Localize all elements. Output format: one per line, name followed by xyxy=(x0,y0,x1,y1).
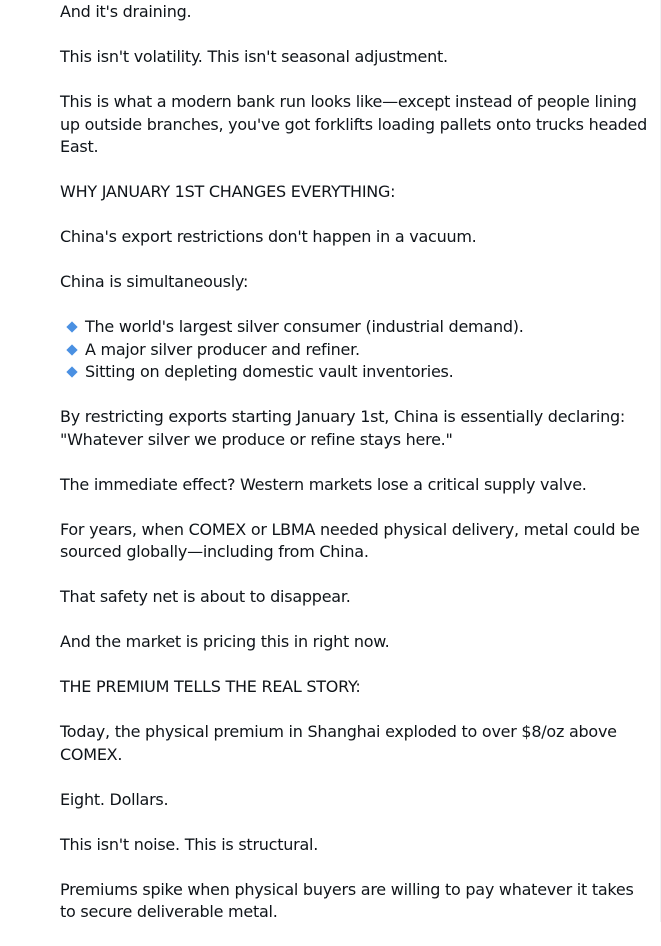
bullet-item xyxy=(60,316,650,339)
post-paragraph: China is simultaneously: xyxy=(60,272,249,291)
post-paragraph: That safety net is about to disappear. xyxy=(60,587,351,606)
blue-diamond-icon xyxy=(66,367,77,378)
post-paragraph: Today, the physical premium in Shanghai exploded to over $8/oz above COMEX. xyxy=(60,722,617,764)
post-paragraph: China's export restrictions don't happen in a vacuum. xyxy=(60,227,477,246)
post-paragraph: And the market is pricing this in right now. xyxy=(60,632,390,651)
post-paragraph: The immediate effect? Western markets lose a critical supply valve. xyxy=(60,474,587,494)
section-heading: WHY JANUARY 1ST CHANGES EVERYTHING: xyxy=(60,182,396,201)
bullet-list xyxy=(60,316,650,384)
post-paragraph: This isn't noise. This is structural. xyxy=(60,834,319,854)
section-heading: THE PREMIUM TELLS THE REAL STORY: xyxy=(60,677,361,696)
post-paragraph: And it's draining. xyxy=(60,2,192,21)
bullet-item xyxy=(60,361,650,384)
post-body xyxy=(60,0,650,946)
post-paragraph: This isn't volatility. This isn't seasonal adjustment. xyxy=(60,47,448,66)
post-paragraph: By restricting exports starting January 1st, China is essentially declaring: "Whatever silver we produce or refine stays here." xyxy=(60,407,626,449)
post-paragraph: Eight. Dollars. xyxy=(60,789,169,809)
bullet-item xyxy=(60,339,650,362)
bullet-text: The world's largest silver consumer (industrial demand). xyxy=(85,317,524,336)
post-paragraph: Premiums spike when physical buyers are willing to pay whatever it takes to secure deliverable metal. xyxy=(60,879,634,921)
post-paragraph: This is what a modern bank run looks like—except instead of people lining up outside branches, you've got forklifts loading pallets onto trucks headed East. xyxy=(60,92,648,156)
post-paragraph: For years, when COMEX or LBMA needed physical delivery, metal could be sourced globally—including from China. xyxy=(60,519,640,561)
blue-diamond-icon xyxy=(66,344,77,355)
bullet-text: Sitting on depleting domestic vault inventories. xyxy=(85,362,454,381)
blue-diamond-icon xyxy=(66,322,77,333)
bullet-text: A major silver producer and refiner. xyxy=(85,339,360,359)
